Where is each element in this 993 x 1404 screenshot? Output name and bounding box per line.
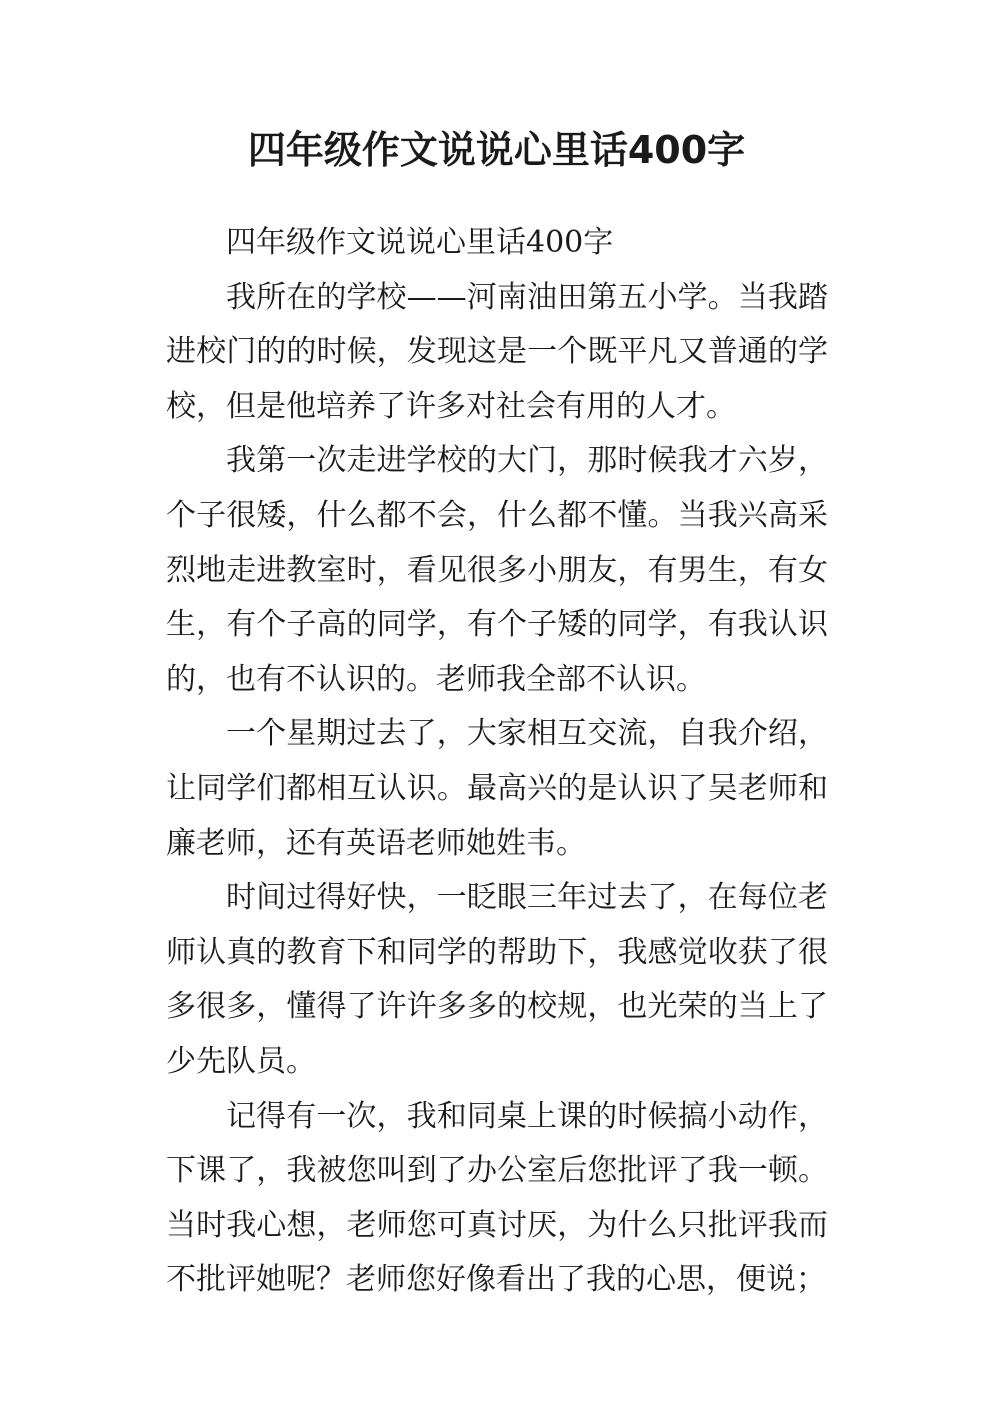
paragraph: 一个星期过去了，大家相互交流，自我介绍，让同学们都相互认识。最高兴的是认识了吴老师和廉老师，还有英语老师她姓韦。 <box>166 716 828 861</box>
paragraph-subtitle: 四年级作文说说心里话400字 <box>226 225 614 260</box>
paragraph: 时间过得好快，一眨眼三年过去了，在每位老师认真的教育下和同学的帮助下，我感觉收获了很多很多，懂得了许许多多的校规，也光荣的当上了少先队员。 <box>166 880 828 1079</box>
paragraph: 记得有一次，我和同桌上课的时候搞小动作，下课了，我被您叫到了办公室后您批评了我一顿。当时我心想，老师您可真讨厌，为什么只批评我而不批评她呢？老师您好像看出了我的心思，便说； <box>166 1098 828 1298</box>
paragraph: 我所在的学校——河南油田第五小学。当我踏进校门的的时候，发现这是一个既平凡又普通的学校，但是他培养了许多对社会有用的人才。 <box>166 279 828 424</box>
document-body <box>166 216 828 1308</box>
document-title: 四年级作文说说心里话400字 <box>247 128 746 172</box>
paragraph: 我第一次走进学校的大门，那时候我才六岁，个子很矮，什么都不会，什么都不懂。当我兴高采烈地走进教室时，看见很多小朋友，有男生，有女生，有个子高的同学，有个子矮的同学，有我认识的，也有不认识的。老师我全部不认识。 <box>166 443 828 697</box>
